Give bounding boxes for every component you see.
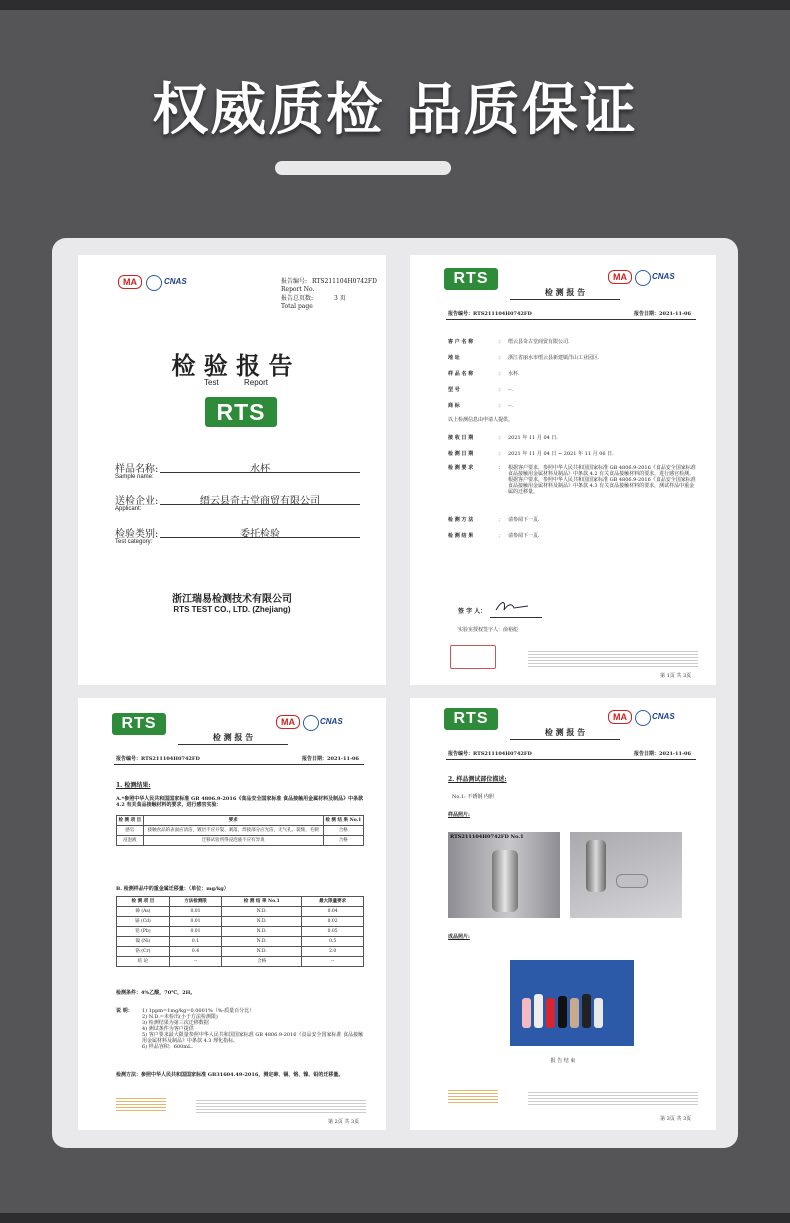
row-label: 商 标 <box>448 403 460 409</box>
row-label: 接 收 日 期 <box>448 435 474 441</box>
row-label: 客 户 名 称 <box>448 339 474 345</box>
footer-disclaimer <box>196 1098 366 1114</box>
report-no: 报告编号：RTS211104H0742FD <box>448 311 532 317</box>
table-header-cell: 方法检测限 <box>169 897 221 907</box>
company-footer-logo <box>116 1096 166 1112</box>
cup-red-icon <box>546 998 555 1028</box>
ilac-icon <box>635 710 651 726</box>
table-row <box>117 917 364 927</box>
table-header-cell: 检 测 项 目 <box>117 897 170 907</box>
category-underline <box>160 537 360 538</box>
row-value: 水杯. <box>508 371 520 377</box>
rts-logo: RTS <box>444 268 498 290</box>
table-cell: 0.5 <box>302 937 364 947</box>
table-cell: 合格 <box>222 957 302 967</box>
ma-cert-icon: MA <box>276 715 300 729</box>
rts-logo: RTS <box>205 397 277 427</box>
table-row <box>117 907 364 917</box>
sign-label: 签 字 人： <box>458 608 487 615</box>
cup-silver-icon <box>594 998 603 1028</box>
table-cell: -- <box>169 957 221 967</box>
report-no-label-en: Report No. <box>281 286 315 293</box>
table-cell: 铬 (Cr) <box>117 947 170 957</box>
note-item: 4) 测试条件为客户提供 <box>142 1026 194 1032</box>
method-value: 请参阅下一页. <box>508 517 540 523</box>
table-row <box>117 957 364 967</box>
cnas-icon: CNAS <box>320 717 343 726</box>
table-cell: 镉 (Cd) <box>117 917 170 927</box>
header-underline <box>510 299 620 300</box>
rts-logo: RTS <box>444 708 498 730</box>
company-footer-logo <box>448 1088 498 1104</box>
company-en: RTS TEST CO., LTD. (Zhejiang) <box>173 605 291 614</box>
standard-line: A.*参照中华人民共和国国家标准 GB 4806.9-2016《食品安全国家标准 食品接触用金属材料及制品》中条款 4.2 有关食品接触材料的要求，进行感官实验： <box>116 796 364 808</box>
cup-dark-icon <box>582 994 591 1028</box>
ma-cert-icon: MA <box>608 270 632 284</box>
sensory-table <box>116 815 364 846</box>
row-colon: ： <box>498 339 504 345</box>
sample-photo-label: 样品照片: <box>448 812 470 818</box>
method-label: 检 测 方 法 <box>448 517 474 523</box>
table-cell: 合格 <box>323 836 363 846</box>
row-colon: ： <box>498 403 504 409</box>
table-cell: 0.01 <box>169 907 221 917</box>
product-photo-label: 成品照片: <box>448 934 470 940</box>
report-date: 报告日期：2021-11-06 <box>634 311 691 317</box>
page-number: 第 1页 共 3页 <box>660 673 692 679</box>
table-row <box>117 836 364 846</box>
table-cell: N.D. <box>222 947 302 957</box>
req-value: 根据客户要求，参照中华人民共和国国家标准 GB 4806.9-2016《食品安全国家标准 食品接触用金属材料及制品》中条款 4.2 有关食品接触材料的要求，进行感官检测。根据客户要求，参照中华人民共和国国家标准 GB 4806.9-2016《食品安全国家标准 食品接触用金属材料及制品》中条款 4.3 有关食品接触材料的要求，测试样品中重金属的迁移量。 <box>508 465 696 495</box>
table-cell: 0.02 <box>302 917 364 927</box>
sign-role: 实验室授权签字人：俞裕彪 <box>458 627 519 633</box>
table-header-cell: 检 测 结 果 No.1 <box>222 897 302 907</box>
footer-disclaimer <box>528 1090 698 1106</box>
page-number: 第 3页 共 3页 <box>660 1116 692 1122</box>
report-page-3 <box>410 698 716 1130</box>
ilac-icon <box>146 275 162 291</box>
report-page-1: RTS MA CNAS 检 测 报 告 报告编号：RTS211104H0742FD 报告日期：2021-11-06 客 户 名 称 ： 缙云县奇古堂商贸有限公司. 地 址 ： 浙江省丽水市缙云县新建镇洋山工业园区. 样 品 名 称 ： 水杯. 型 号 ： --. 商 标 ： --. 以上检测信息由申请人提供。 接 收 日 期 ： 2021 年 11 月 04 日. 检 测 日 期 ： 2021 年 11 月 04 日 ~ 2021 年 11 月 06 日. 检 测 要 求 ： 根据客户要求，参照中华人民共和国国家标准 GB 4806.9-2016《食品安全国家标准 食品接触用金属材料及制品》中条款 4.2 有关食品接触材料的要求，进行感官检测。根据客户要求，参照中华人民共和国国家标准 GB 4806.9-2016《食品安全国家标准 食品接触用金属材料及制品》中条款 4.3 有关食品接触材料的要求，测试样品中重金属的迁移量。 检 测 方 法 ： 请参阅下一页. 检 测 结 果 ： 请参阅下一页. 签 字 人： 实验室授权签字人：俞裕彪 第 1页 共 3页 <box>410 255 716 685</box>
table-row <box>117 826 364 836</box>
report-end: 报 告 结 束 <box>550 1058 576 1064</box>
top-band <box>0 0 790 10</box>
report-no: 报告编号：RTS211104H0742FD <box>116 756 200 762</box>
notes-label: 说 明： <box>116 1008 133 1014</box>
ilac-icon <box>303 715 319 731</box>
cup-white-icon <box>534 994 543 1028</box>
note-item: 2) N.D.=未检出(小于方法检测限) <box>142 1014 218 1020</box>
header-title: 检 测 报 告 <box>544 727 586 737</box>
header-rule <box>446 759 696 760</box>
category-label-en: Test category: <box>115 539 153 545</box>
applicant-label-en: Applicant: <box>115 506 142 512</box>
row-colon: ： <box>498 435 504 441</box>
row-value: --. <box>508 403 513 409</box>
row-colon: ： <box>498 387 504 393</box>
note-item: 3) 检测结果为第三次迁移数据 <box>142 1020 209 1026</box>
table-cell: 结 论 <box>117 957 170 967</box>
row-value: 缙云县奇古堂商贸有限公司. <box>508 339 570 345</box>
report-no: RTS211104H0742FD <box>312 278 377 285</box>
bottom-band <box>0 1213 790 1223</box>
category-value: 委托检验 <box>240 529 280 540</box>
rts-logo: RTS <box>112 713 166 735</box>
row-label: 样 品 名 称 <box>448 371 474 377</box>
table-cell: 0.01 <box>169 917 221 927</box>
report-page-2 <box>78 698 386 1130</box>
header-title: 检 测 报 告 <box>212 732 254 742</box>
row-value: 2021 年 11 月 04 日 ~ 2021 年 11 月 06 日. <box>508 451 614 457</box>
cnas-icon: CNAS <box>652 272 675 281</box>
table-cell: 0.01 <box>169 927 221 937</box>
table-cell: 0.1 <box>169 937 221 947</box>
header-underline <box>510 739 620 740</box>
total-page-label-en: Total page <box>281 303 313 310</box>
table-cell: 合格 <box>323 826 363 836</box>
table-row <box>117 937 364 947</box>
section-title: 2. 样品测试部位描述: <box>448 776 507 783</box>
table-row <box>117 927 364 937</box>
total-page: 3 页 <box>334 295 346 302</box>
test-condition: 检测条件：4%乙酸，70℃，2H。 <box>116 990 196 996</box>
table-cell: 迁移试验所得浸泡液不应有异臭 <box>143 836 323 846</box>
ma-cert-icon: MA <box>118 275 142 289</box>
result-label: 检 测 结 果 <box>448 533 474 539</box>
report-date: 报告日期：2021-11-06 <box>634 751 691 757</box>
headline: 权威质检 品质保证 <box>152 78 638 143</box>
sample-label: 样品名称: <box>115 464 159 475</box>
report-title-en-1: Test <box>204 378 219 387</box>
table-cell: N.D. <box>222 917 302 927</box>
report-title-en-2: Report <box>244 378 269 387</box>
note-item: 6) 样品容积：600mL. <box>142 1044 193 1050</box>
report-no-label: 报告编号: <box>281 278 308 285</box>
sample-value: 水杯 <box>250 464 270 475</box>
footer-disclaimer <box>528 649 698 669</box>
cup-beige-icon <box>570 998 579 1028</box>
cnas-icon: CNAS <box>164 277 187 286</box>
applicant-label: 送检企业: <box>115 496 159 507</box>
ilac-icon <box>635 270 651 286</box>
table-cell: N.D. <box>222 937 302 947</box>
report-cover-page <box>78 255 386 685</box>
row-label: 检 测 日 期 <box>448 451 474 457</box>
cnas-icon: CNAS <box>652 712 675 721</box>
cup-body-icon <box>492 850 518 912</box>
table-header-cell: 检 测 结 果 No.1 <box>323 816 363 826</box>
notes-list <box>142 1008 364 1050</box>
ma-cert-icon: MA <box>608 710 632 724</box>
table-cell: 接触食品的表面应清洁，镀层不应开裂、剥落，焊接部分应光洁，无气孔、裂缝、毛刺 <box>143 826 323 836</box>
header-underline <box>178 744 288 745</box>
table-cell: 0.4 <box>169 947 221 957</box>
cup-part-icon <box>586 840 606 892</box>
header-title: 检 测 报 告 <box>544 287 586 297</box>
table-cell: 砷 (As) <box>117 907 170 917</box>
table-cell: 0.04 <box>302 907 364 917</box>
row-colon: ： <box>498 355 504 361</box>
table-cell: 感官 <box>117 826 144 836</box>
section-1-title: 1. 检测结果: <box>116 782 151 789</box>
row-value: 2021 年 11 月 04 日. <box>508 435 558 441</box>
applicant-value: 缙云县奇古堂商贸有限公司 <box>200 496 320 507</box>
total-page-label: 报告总页数: <box>281 295 314 302</box>
table-row <box>117 947 364 957</box>
divider-pill <box>275 161 451 175</box>
table-cell: -- <box>302 957 364 967</box>
note-item: 5) 客户要求最大限量参照中华人民共和国国家标准 GB 4806.9-2016《食品安全国家标准 食品接触用金属材料及制品》中条款 4.3 理化指标。 <box>142 1032 364 1044</box>
cup-pink-icon <box>522 998 531 1028</box>
row-label: 型 号 <box>448 387 460 393</box>
page-number: 第 2页 共 3页 <box>328 1119 360 1125</box>
result-value: 请参阅下一页. <box>508 533 540 539</box>
report-date: 报告日期：2021-11-06 <box>302 756 359 762</box>
sign-underline <box>490 617 542 618</box>
category-label: 检验类别: <box>115 529 159 540</box>
report-no: 报告编号：RTS211104H0742FD <box>448 751 532 757</box>
test-method: 检测方法：参照中华人民共和国国家标准 GB31604.49-2016，测定砷、镉、铬、镍、铅的迁移量。 <box>116 1072 344 1078</box>
applicant-underline <box>160 504 360 505</box>
table-cell: 浸泡液 <box>117 836 144 846</box>
heavy-metal-table <box>116 896 364 967</box>
req-label: 检 测 要 求 <box>448 465 474 471</box>
table-cell: N.D. <box>222 927 302 937</box>
section-2-title: B. 检测样品中的重金属迁移量：（单位：mg/kg） <box>116 886 229 892</box>
report-title: 检 验 报 告 <box>171 351 293 380</box>
table-cell: N.D. <box>222 907 302 917</box>
row-label: 地 址 <box>448 355 460 361</box>
table-header-cell: 要求 <box>143 816 323 826</box>
row-colon: ： <box>498 371 504 377</box>
sample-label-en: Sample name: <box>115 474 154 480</box>
cup-black-icon <box>558 996 567 1028</box>
seal-stamp <box>450 645 496 669</box>
table-cell: 铅 (Pb) <box>117 927 170 937</box>
table-cell: 2.0 <box>302 947 364 957</box>
note-item: 1) 1ppm=1mg/kg=0.0001%（%-质量百分比） <box>142 1008 255 1014</box>
row-value: 浙江省丽水市缙云县新建镇洋山工业园区. <box>508 355 600 361</box>
table-header-cell: 最大限量要求 <box>302 897 364 907</box>
header-rule <box>446 319 696 320</box>
table-cell: 0.05 <box>302 927 364 937</box>
row-colon: ： <box>498 451 504 457</box>
table-cell: 镍 (Ni) <box>117 937 170 947</box>
table-header-cell: 检 测 项 目 <box>117 816 144 826</box>
sample-underline <box>160 472 360 473</box>
lid-part-icon <box>616 874 648 888</box>
info-note: 以上检测信息由申请人提供。 <box>448 417 514 423</box>
header-rule <box>114 764 364 765</box>
company-cn: 浙江瑞易检测技术有限公司 <box>172 594 292 605</box>
row-value: --. <box>508 387 513 393</box>
test-part: No.1: 不锈钢 内胆 <box>452 794 494 800</box>
signature-icon <box>494 598 530 614</box>
sample-photo-caption: RTS211104H0742FD No.1 <box>450 834 524 840</box>
